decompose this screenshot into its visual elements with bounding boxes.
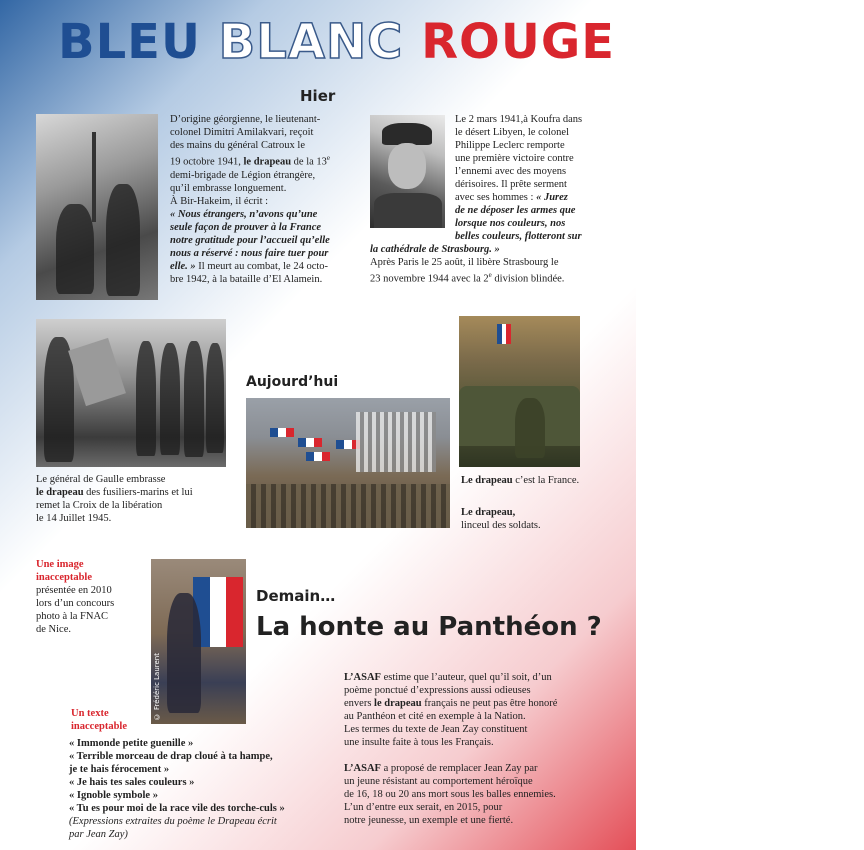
coffin-flag-3 [306, 452, 330, 461]
headline-honte-pantheon: La honte au Panthéon ? [256, 612, 602, 642]
leclerc-text: Le 2 mars 1941,à Koufra dans le désert Libyen, le colonel Philippe Leclerc remporte une première victoire contre l’ennemi avec des moyens dérisoires. Il prête serment avec ses hommes : « Jurez de ne déposer les armes que lorsque nos couleurs, nos belles couleurs, flotteront sur la cathédrale de Strasbourg. » Après Paris le 25 août, il libère Strasbourg le 23 novembre 1944 avec la 2e division blindée. [370, 114, 583, 285]
ceremony-coffins-photo [246, 398, 450, 528]
soldiers-flag-photo [459, 316, 580, 467]
title-rouge: ROUGE [421, 14, 616, 70]
asaf-statement: L’ASAF estime que l’auteur, quel qu’il soit, d’un poème ponctué d’expressions aussi odieuses envers le drapeau français ne peut pas être honoré au Panthéon et cité en exemple à la Nation. Les termes du texte de Jean Zay constituent une insulte faite à tous les Français. L’ASAF a proposé de remplacer Jean Zay par un jeune résistant au comportement héroïque de 16, 18 ou 20 ans mort sous les balles ennemies. L’un d’entre eux serait, en 2015, pour notre jeunesse, un exemple et une fierté. [344, 672, 558, 826]
marin-figure-1 [136, 341, 156, 456]
photo-credit: © Frédéric Laurent [153, 652, 161, 720]
image-inacceptable-caption: Une image inacceptable présentée en 2010 lors d’un concours photo à la FNAC de Nice. [36, 559, 115, 635]
poem-quotes: « Immonde petite guenille » « Terrible morceau de drap cloué à ta hampe, je te hais férocement » « Je hais tes sales couleurs » « Ignoble symbole » « Tu es pour moi de la race vile des torche-culs » (Expressions extraites du poème le Drapeau écrit par Jean Zay) [69, 738, 285, 840]
fnac-contest-photo [151, 559, 246, 724]
person-figure [167, 593, 201, 713]
flagpole [92, 132, 96, 222]
section-aujourdhui-heading: Aujourd’hui [246, 374, 339, 390]
page-margin [636, 0, 864, 850]
degaulle-caption: Le général de Gaulle embrasse le drapeau des fusiliers-marins et lui remet la Croix de la libération le 14 Juillet 1945. [36, 474, 193, 524]
degaulle-photo [36, 319, 226, 467]
caption-drapeau-france: Le drapeau c’est la France. [461, 475, 580, 486]
old-flag-shape [68, 338, 126, 406]
general-figure [106, 184, 140, 296]
section-hier-heading: Hier [300, 87, 336, 105]
amilakvari-photo [36, 114, 158, 300]
coffin-flag-1 [270, 428, 294, 437]
title-bleu: BLEU [58, 14, 201, 70]
soldiers-front-rows [246, 484, 450, 528]
soldiers-white-uniforms [356, 412, 436, 472]
marin-figure-2 [160, 343, 180, 455]
small-flag [497, 324, 511, 344]
title-blanc: BLANC [218, 14, 404, 70]
texte-inacceptable-heading: Un texte inacceptable [71, 708, 127, 732]
caption-linceul: Le drapeau, linceul des soldats. [461, 507, 541, 531]
section-demain-heading: Demain… [256, 587, 336, 605]
kneeling-officer-figure [56, 204, 94, 294]
marin-figure-4 [206, 343, 224, 453]
page-title [58, 14, 615, 70]
amilakvari-text: D’origine géorgienne, le lieutenant- colonel Dimitri Amilakvari, reçoit des mains du général Catroux le 19 octobre 1941, le drapeau de la 13e demi-brigade de Légion étrangère, qu’il embrasse longuement. À Bir-Hakeim, il écrit : « Nous étrangers, n’avons qu’une seule façon de prouver à la France notre gratitude pour l’accueil qu’elle nous a réservé : nous faire tuer pour elle. » Il meurt au combat, le 24 octo- bre 1942, à la bataille d’El Alamein. [170, 114, 331, 285]
soldier-figure [515, 398, 545, 458]
marin-figure-3 [184, 341, 204, 457]
coffin-flag-2 [298, 438, 322, 447]
